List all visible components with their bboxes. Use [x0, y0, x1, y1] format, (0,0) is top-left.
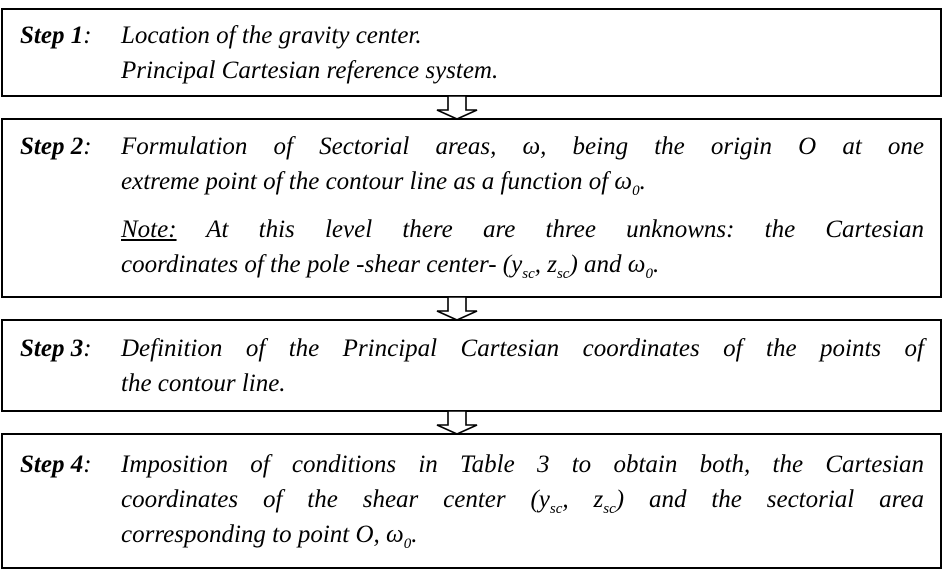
step-3-text — [121, 331, 940, 401]
step-1-line-2: Principal Cartesian reference system. — [121, 57, 499, 84]
step-3-line-2: the contour line. — [121, 370, 286, 397]
step-2-heading: Step 2: — [20, 133, 92, 160]
step-3-line-1: Definition of the Principal Cartesian coordinates of the points of — [121, 335, 924, 362]
arrow-step2-to-step3 — [433, 297, 493, 321]
step-2-text — [121, 129, 940, 282]
step-3-label: Step 3 — [20, 335, 84, 362]
step-2-box — [1, 118, 942, 298]
step-1-label: Step 1 — [20, 22, 84, 49]
step-1-text — [121, 18, 940, 88]
step-1-content — [3, 18, 940, 88]
step-3-content — [3, 331, 940, 401]
note-label: Note: — [121, 216, 177, 243]
step-4-line-3: corresponding to point O, $\omega_0$. — [121, 521, 418, 552]
step-3-heading: Step 3: — [20, 335, 92, 362]
step-4-heading: Step 4: — [20, 451, 92, 478]
step-1-heading: Step 1: — [20, 22, 92, 49]
step-4-text — [121, 447, 940, 552]
step-2-label: Step 2 — [20, 133, 84, 160]
step-1-line-1: Location of the gravity center. — [121, 22, 422, 49]
step-4-box — [1, 433, 942, 569]
step-4-label: Step 4 — [20, 451, 84, 478]
step-2-content — [3, 129, 940, 282]
step-2-note-line-1: Note: At this level there are three unknowns: the Cartesian — [121, 216, 924, 243]
step-4-line-1: Imposition of conditions in Table 3 to obtain both, the Cartesian — [121, 451, 924, 478]
arrow-step3-to-step4 — [433, 411, 493, 435]
step-3-box — [1, 319, 942, 412]
step-1-box — [1, 8, 942, 97]
step-2-line-1: Formulation of Sectorial areas, ω, being the origin O at one — [121, 133, 924, 160]
step-2-note-line-2: coordinates of the pole -shear center- ($y_{sc}$, $z_{sc}$) and $\omega_0$. — [121, 251, 660, 282]
step-4-line-2: coordinates of the shear center ($y_{sc}$, $z_{sc}$) and the sectorial area — [121, 486, 924, 517]
step-4-content — [3, 447, 940, 552]
arrow-step1-to-step2 — [433, 96, 493, 120]
step-2-line-2: extreme point of the contour line as a function of $\omega_0$. — [121, 168, 646, 199]
